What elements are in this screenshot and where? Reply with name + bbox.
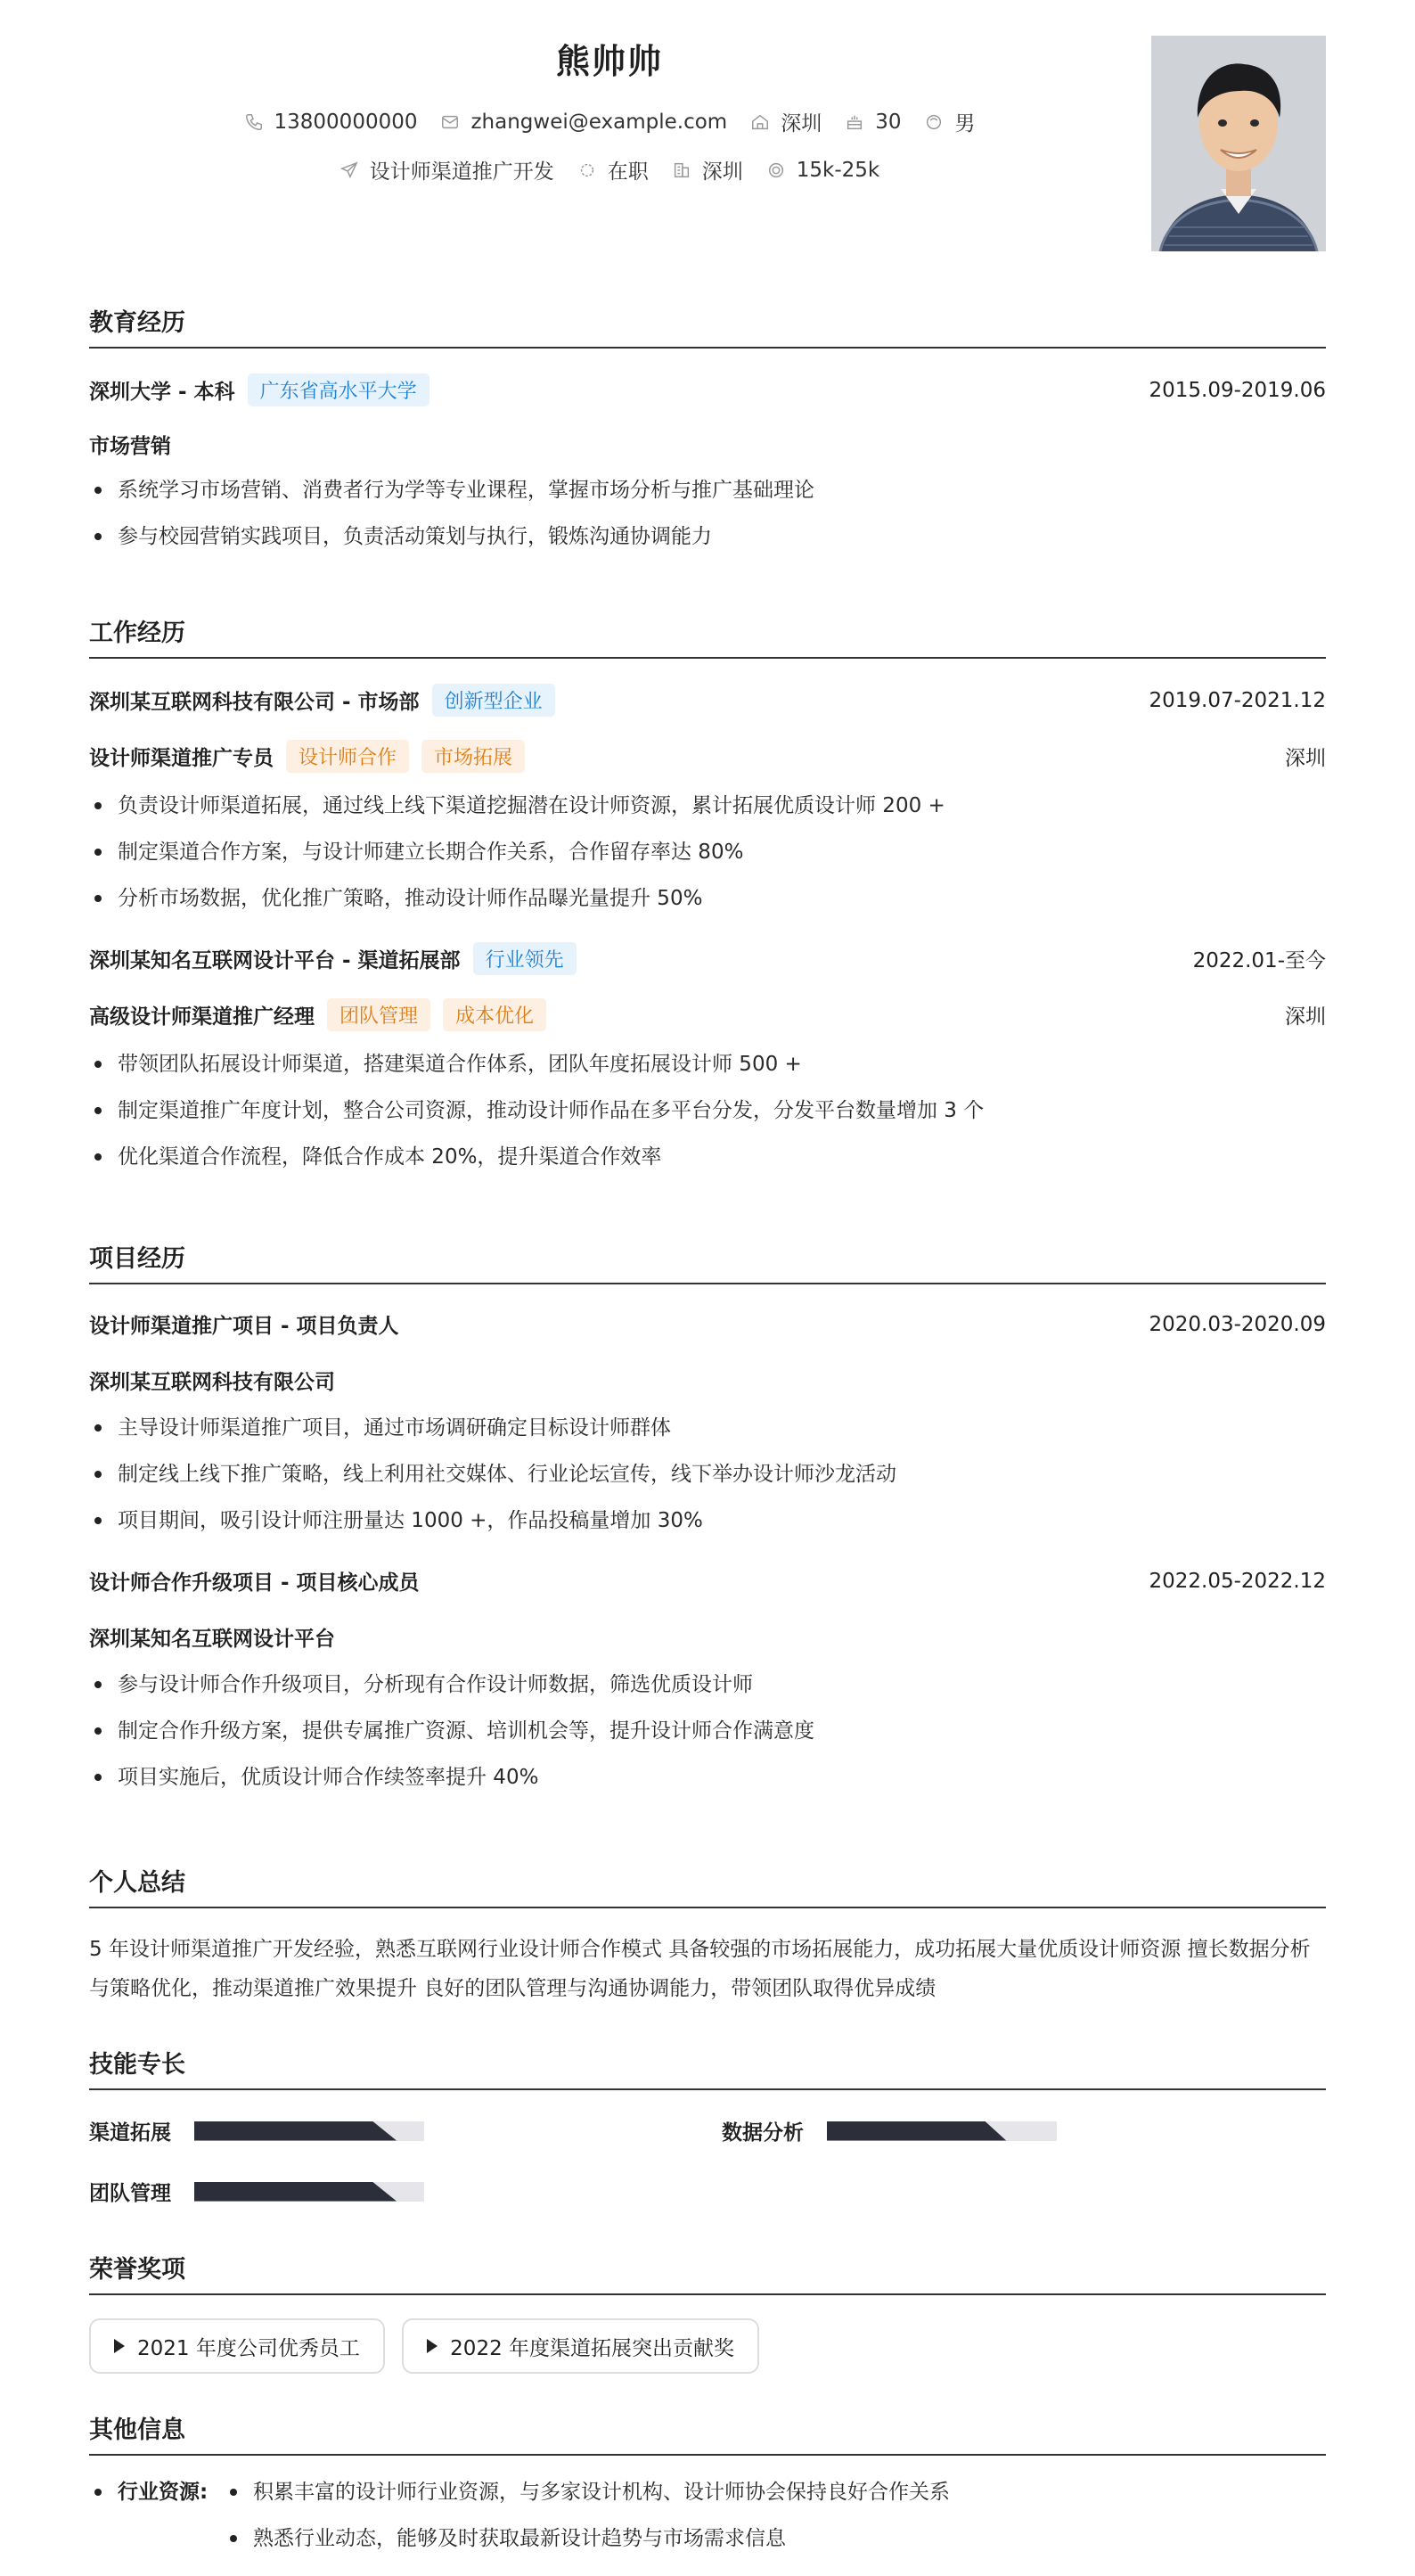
awards-section [89, 2250, 1326, 2374]
list-item: 熟悉行业动态，能够及时获取最新设计趋势与市场需求信息 [225, 2527, 950, 2550]
list-item: 项目实施后，优质设计师合作续签率提升 40% [89, 1766, 1326, 1789]
section-title: 技能专长 [89, 2045, 1326, 2090]
age-text: 30 [875, 110, 902, 134]
status-icon [577, 160, 597, 180]
award-item [89, 2318, 385, 2374]
list-item: 带领团队拓展设计师渠道，搭建渠道合作体系，团队年度拓展设计师 500 + [89, 1053, 1326, 1076]
skill-label: 渠道拓展 [89, 2121, 171, 2145]
job-target-info [339, 155, 554, 185]
list-item: 制定合作升级方案，提供专属推广资源、培训机会等，提升设计师合作满意度 [89, 1719, 1326, 1743]
other-resources [89, 2481, 1326, 2561]
job-date: 2022.01-至今 [1192, 949, 1326, 972]
status-text: 在职 [607, 160, 649, 184]
company-tag: 创新型企业 [432, 684, 555, 717]
award-label: 2021 年度公司优秀员工 [137, 2336, 360, 2360]
project-date: 2020.03-2020.09 [1149, 1312, 1326, 1336]
education-bullets [89, 479, 1326, 548]
job-entry [89, 684, 1326, 910]
list-item: 负责设计师渠道拓展，通过线上线下渠道挖掘潜在设计师资源，累计拓展优质设计师 200 + [89, 794, 1326, 817]
role-tag: 成本优化 [443, 998, 546, 1031]
job-date: 2019.07-2021.12 [1149, 688, 1326, 712]
target-city-info [672, 155, 743, 185]
list-item: 制定线上线下推广策略，线上利用社交媒体、行业论坛宣传，线下举办设计师沙龙活动 [89, 1463, 1326, 1486]
section-title: 其他信息 [89, 2410, 1326, 2456]
summary-section [89, 1863, 1326, 2008]
phone-text[interactable]: 13800000000 [274, 110, 418, 134]
project-bullets [89, 1673, 1326, 1789]
project-org: 深圳某互联网科技有限公司 [89, 1371, 335, 1394]
city-text: 深圳 [781, 112, 822, 135]
section-title: 个人总结 [89, 1863, 1326, 1908]
home-icon [750, 112, 770, 132]
other-section [89, 2410, 1326, 2561]
gender-info [924, 107, 975, 136]
job-entry [89, 942, 1326, 1169]
coin-icon [766, 160, 786, 180]
skill-fill [194, 2121, 397, 2141]
other-bullets [225, 2481, 950, 2550]
award-item [402, 2318, 759, 2374]
status-info [577, 155, 649, 185]
education-entry-header [89, 373, 1326, 406]
role-tag: 设计师合作 [286, 740, 409, 773]
project-date: 2022.05-2022.12 [1149, 1569, 1326, 1593]
project-name: 设计师合作升级项目 - 项目核心成员 [89, 1571, 420, 1595]
education-section [89, 303, 1326, 548]
list-item: 积累丰富的设计师行业资源，与多家设计机构、设计师协会保持良好合作关系 [225, 2481, 950, 2504]
list-item: 参与设计师合作升级项目，分析现有合作设计师数据，筛选优质设计师 [89, 1673, 1326, 1696]
skill-fill [827, 2121, 1006, 2141]
project-name: 设计师渠道推广项目 - 项目负责人 [89, 1315, 399, 1338]
section-title: 项目经历 [89, 1239, 1326, 1284]
skill-item [722, 2116, 1057, 2145]
project-entry [89, 1566, 1326, 1789]
bullet-dot [94, 2489, 102, 2496]
email-info [440, 111, 727, 134]
list-item: 优化渠道合作流程，降低合作成本 20%，提升渠道合作效率 [89, 1145, 1326, 1169]
summary-text: 5 年设计师渠道推广开发经验，熟悉互联网行业设计师合作模式 具备较强的市场拓展能力，成功拓展大量优质设计师资源 擅长数据分析与策略优化，推动渠道推广效果提升 良好的团队管理与沟通协调能力，带领团队取得优异成绩 [89, 1938, 1311, 2000]
list-item: 制定渠道推广年度计划，整合公司资源，推动设计师作品在多平台分发，分发平台数量增加 3 个 [89, 1099, 1326, 1122]
company-name: 深圳某互联网科技有限公司 - 市场部 [89, 691, 420, 714]
work-section [89, 613, 1326, 1169]
company-tag: 行业领先 [473, 942, 577, 975]
list-item: 主导设计师渠道推广项目，通过市场调研确定目标设计师群体 [89, 1416, 1326, 1440]
award-label: 2022 年度渠道拓展突出贡献奖 [450, 2336, 735, 2360]
project-bullets [89, 1416, 1326, 1532]
gender-text: 男 [954, 112, 976, 135]
list-item: 分析市场数据，优化推广策略，推动设计师作品曝光量提升 50% [89, 887, 1326, 910]
resume-header [89, 0, 1326, 267]
project-org: 深圳某知名互联网设计平台 [89, 1628, 335, 1651]
projects-section [89, 1239, 1326, 1789]
phone-icon [244, 112, 264, 132]
skill-label: 团队管理 [89, 2182, 171, 2205]
education-date: 2015.09-2019.06 [1149, 378, 1326, 402]
role-tag: 团队管理 [327, 998, 430, 1031]
contact-row [89, 107, 1130, 136]
job-role: 高级设计师渠道推广经理 [89, 1005, 315, 1029]
job-target-text: 设计师渠道推广开发 [369, 160, 554, 184]
job-bullets [89, 1053, 1326, 1169]
skill-bar [194, 2121, 424, 2141]
building-icon [672, 160, 691, 180]
skill-label: 数据分析 [722, 2121, 804, 2145]
job-location: 深圳 [1285, 747, 1326, 770]
play-icon [427, 2339, 438, 2353]
list-item: 参与校园营销实践项目，负责活动策划与执行，锻炼沟通协调能力 [89, 525, 1326, 548]
skill-bar [827, 2121, 1057, 2141]
skill-fill [194, 2182, 397, 2202]
candidate-name: 熊帅帅 [555, 42, 663, 81]
skill-item [89, 2116, 424, 2145]
phone-info [244, 111, 418, 134]
send-icon [339, 160, 359, 180]
city-info [750, 107, 822, 136]
list-item: 系统学习市场营销、消费者行为学等专业课程，掌握市场分析与推广基础理论 [89, 479, 1326, 502]
section-title: 荣誉奖项 [89, 2250, 1326, 2295]
company-name: 深圳某知名互联网设计平台 - 渠道拓展部 [89, 949, 461, 972]
salary-text: 15k-25k [796, 158, 880, 182]
salary-info [766, 159, 879, 182]
section-title: 教育经历 [89, 303, 1326, 349]
cake-icon [845, 112, 864, 132]
school-name: 深圳大学 - 本科 [89, 381, 235, 404]
awards-list [89, 2318, 1326, 2374]
list-item: 项目期间，吸引设计师注册量达 1000 +，作品投稿量增加 30% [89, 1509, 1326, 1532]
section-title: 工作经历 [89, 613, 1326, 659]
gender-icon [924, 112, 944, 132]
skill-item [89, 2177, 424, 2206]
education-major: 市场营销 [89, 435, 171, 458]
project-entry [89, 1309, 1326, 1532]
play-icon [114, 2339, 125, 2353]
profile-photo [1151, 36, 1326, 251]
email-text[interactable]: zhangwei@example.com [470, 110, 728, 134]
job-role: 设计师渠道推广专员 [89, 747, 274, 770]
school-tag: 广东省高水平大学 [248, 373, 429, 406]
job-bullets [89, 794, 1326, 910]
job-location: 深圳 [1285, 1005, 1326, 1029]
role-tag: 市场拓展 [421, 740, 525, 773]
target-city-text: 深圳 [701, 160, 743, 184]
mail-icon [440, 112, 460, 132]
skills-section [89, 2045, 1326, 2214]
job-intent-row [89, 155, 1130, 185]
skill-bar [194, 2182, 424, 2202]
list-item: 制定渠道合作方案，与设计师建立长期合作关系，合作留存率达 80% [89, 841, 1326, 864]
other-label: 行业资源: [118, 2481, 209, 2504]
age-info [845, 111, 901, 134]
